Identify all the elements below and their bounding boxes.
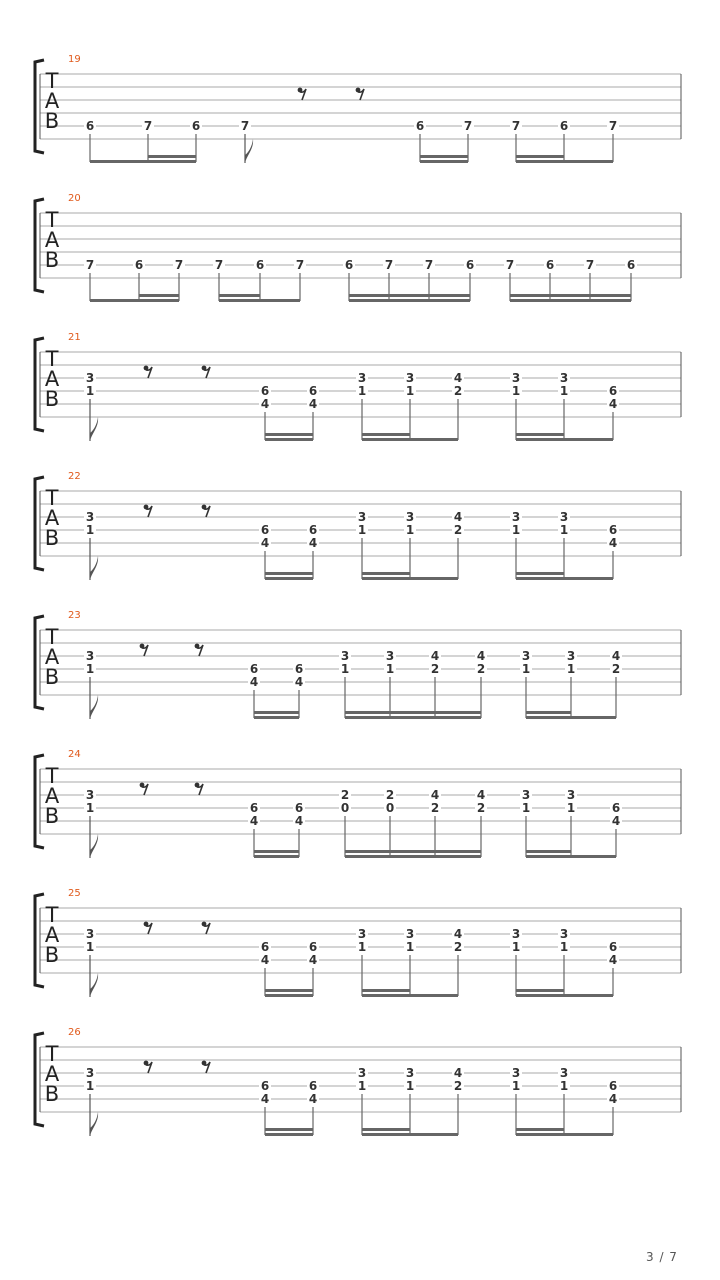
beam xyxy=(219,299,300,302)
beam xyxy=(516,1133,613,1136)
fret-number: 3 xyxy=(357,510,367,524)
fret-number: 7 xyxy=(505,258,515,272)
fret-number: 1 xyxy=(85,662,95,676)
beam xyxy=(516,438,613,441)
fret-number: 3 xyxy=(521,649,531,663)
tab-system-22 xyxy=(35,471,681,580)
fret-number: 1 xyxy=(521,801,531,815)
fret-number: 4 xyxy=(249,675,259,689)
eighth-rest xyxy=(195,644,203,656)
secondary-beam xyxy=(362,433,410,436)
secondary-beam xyxy=(510,294,631,297)
tab-clef-letter: B xyxy=(44,109,60,133)
secondary-beam xyxy=(254,850,299,853)
fret-number: 6 xyxy=(308,384,318,398)
fret-number: 6 xyxy=(344,258,354,272)
secondary-beam xyxy=(526,711,571,714)
eighth-rest xyxy=(202,505,210,517)
tab-clef-letter: A xyxy=(44,228,60,252)
fret-number: 1 xyxy=(85,1079,95,1093)
fret-number: 1 xyxy=(559,1079,569,1093)
fret-number: 6 xyxy=(545,258,555,272)
eighth-rest xyxy=(202,922,210,934)
beam xyxy=(420,160,468,163)
fret-number: 6 xyxy=(134,258,144,272)
fret-number: 1 xyxy=(385,662,395,676)
fret-number: 0 xyxy=(385,801,395,815)
fret-number: 0 xyxy=(340,801,350,815)
fret-number: 4 xyxy=(453,927,463,941)
secondary-beam xyxy=(516,155,564,158)
eighth-rest xyxy=(144,366,152,378)
beam xyxy=(265,1133,313,1136)
fret-number: 3 xyxy=(85,788,95,802)
fret-number: 4 xyxy=(308,953,318,967)
tab-clef-letter: A xyxy=(44,1062,60,1086)
secondary-beam xyxy=(265,572,313,575)
fret-number: 4 xyxy=(308,536,318,550)
fret-number: 6 xyxy=(608,523,618,537)
beam xyxy=(265,577,313,580)
fret-number: 1 xyxy=(511,1079,521,1093)
fret-number: 1 xyxy=(357,523,367,537)
fret-number: 6 xyxy=(608,940,618,954)
fret-number: 6 xyxy=(608,1079,618,1093)
beam xyxy=(265,994,313,997)
secondary-beam xyxy=(362,989,410,992)
beam xyxy=(516,577,613,580)
fret-number: 4 xyxy=(476,788,486,802)
secondary-beam xyxy=(362,572,410,575)
fret-number: 6 xyxy=(308,940,318,954)
fret-number: 3 xyxy=(511,510,521,524)
note-flag xyxy=(245,134,253,163)
fret-number: 3 xyxy=(85,371,95,385)
secondary-beam xyxy=(516,433,564,436)
secondary-beam xyxy=(345,850,481,853)
fret-number: 3 xyxy=(85,510,95,524)
fret-number: 1 xyxy=(511,384,521,398)
note-flag xyxy=(90,1094,98,1136)
tab-clef-letter: A xyxy=(44,784,60,808)
secondary-beam xyxy=(139,294,179,297)
measure-number: 19 xyxy=(68,54,81,65)
fret-number: 7 xyxy=(143,119,153,133)
fret-number: 2 xyxy=(385,788,395,802)
tab-system-19 xyxy=(35,54,681,163)
fret-number: 1 xyxy=(85,384,95,398)
fret-number: 3 xyxy=(340,649,350,663)
fret-number: 7 xyxy=(85,258,95,272)
fret-number: 1 xyxy=(85,940,95,954)
fret-number: 4 xyxy=(430,649,440,663)
fret-number: 4 xyxy=(430,788,440,802)
beam xyxy=(345,716,481,719)
fret-number: 6 xyxy=(465,258,475,272)
fret-number: 3 xyxy=(357,927,367,941)
fret-number: 6 xyxy=(559,119,569,133)
eighth-rest xyxy=(195,783,203,795)
fret-number: 6 xyxy=(626,258,636,272)
secondary-beam xyxy=(420,155,468,158)
tab-clef-letter: T xyxy=(45,1042,59,1066)
fret-number: 6 xyxy=(294,801,304,815)
fret-number: 3 xyxy=(511,1066,521,1080)
fret-number: 2 xyxy=(340,788,350,802)
fret-number: 4 xyxy=(453,510,463,524)
fret-number: 6 xyxy=(191,119,201,133)
fret-number: 6 xyxy=(611,801,621,815)
tab-clef-letter: T xyxy=(45,625,59,649)
measure-number: 25 xyxy=(68,888,81,899)
tab-clef-letter: A xyxy=(44,923,60,947)
fret-number: 1 xyxy=(405,384,415,398)
secondary-beam xyxy=(526,850,571,853)
tab-clef-letter: T xyxy=(45,347,59,371)
fret-number: 6 xyxy=(608,384,618,398)
beam xyxy=(362,577,458,580)
fret-number: 2 xyxy=(453,384,463,398)
beam xyxy=(90,160,196,163)
fret-number: 7 xyxy=(511,119,521,133)
measure-number: 24 xyxy=(68,749,81,760)
fret-number: 4 xyxy=(294,814,304,828)
eighth-rest xyxy=(298,88,306,100)
secondary-beam xyxy=(148,155,196,158)
eighth-rest xyxy=(144,505,152,517)
fret-number: 4 xyxy=(453,1066,463,1080)
fret-number: 4 xyxy=(260,536,270,550)
tab-clef-letter: B xyxy=(44,804,60,828)
fret-number: 4 xyxy=(260,953,270,967)
secondary-beam xyxy=(265,1128,313,1131)
fret-number: 4 xyxy=(308,397,318,411)
tab-clef-letter: A xyxy=(44,645,60,669)
tab-clef-letter: B xyxy=(44,665,60,689)
fret-number: 3 xyxy=(559,1066,569,1080)
fret-number: 2 xyxy=(611,662,621,676)
note-flag xyxy=(90,816,98,858)
measure-number: 21 xyxy=(68,332,81,343)
eighth-rest xyxy=(140,644,148,656)
fret-number: 3 xyxy=(405,510,415,524)
eighth-rest xyxy=(144,1061,152,1073)
fret-number: 3 xyxy=(385,649,395,663)
fret-number: 2 xyxy=(453,940,463,954)
secondary-beam xyxy=(362,1128,410,1131)
fret-number: 1 xyxy=(357,1079,367,1093)
fret-number: 4 xyxy=(608,953,618,967)
fret-number: 3 xyxy=(559,371,569,385)
fret-number: 2 xyxy=(476,662,486,676)
fret-number: 4 xyxy=(294,675,304,689)
tab-system-21 xyxy=(35,332,681,441)
fret-number: 1 xyxy=(511,940,521,954)
beam xyxy=(349,299,470,302)
fret-number: 1 xyxy=(566,801,576,815)
tab-clef-letter: T xyxy=(45,903,59,927)
fret-number: 4 xyxy=(260,397,270,411)
eighth-rest xyxy=(202,366,210,378)
fret-number: 3 xyxy=(357,1066,367,1080)
tab-clef-letter: A xyxy=(44,89,60,113)
beam xyxy=(510,299,631,302)
fret-number: 3 xyxy=(566,649,576,663)
fret-number: 3 xyxy=(511,927,521,941)
fret-number: 2 xyxy=(476,801,486,815)
tab-system-24 xyxy=(35,749,681,858)
fret-number: 4 xyxy=(453,371,463,385)
fret-number: 6 xyxy=(260,384,270,398)
fret-number: 2 xyxy=(453,1079,463,1093)
eighth-rest xyxy=(144,922,152,934)
measure-number: 26 xyxy=(68,1027,81,1038)
fret-number: 7 xyxy=(174,258,184,272)
fret-number: 6 xyxy=(308,1079,318,1093)
fret-number: 4 xyxy=(611,649,621,663)
fret-number: 1 xyxy=(85,523,95,537)
fret-number: 7 xyxy=(295,258,305,272)
fret-number: 1 xyxy=(405,1079,415,1093)
fret-number: 4 xyxy=(611,814,621,828)
measure-number: 20 xyxy=(68,193,81,204)
fret-number: 3 xyxy=(521,788,531,802)
fret-number: 3 xyxy=(405,371,415,385)
fret-number: 3 xyxy=(405,1066,415,1080)
fret-number: 4 xyxy=(608,536,618,550)
fret-number: 7 xyxy=(585,258,595,272)
fret-number: 4 xyxy=(260,1092,270,1106)
fret-number: 1 xyxy=(405,523,415,537)
fret-number: 6 xyxy=(260,940,270,954)
tab-clef-letter: T xyxy=(45,486,59,510)
fret-number: 6 xyxy=(260,1079,270,1093)
tab-clef-letter: B xyxy=(44,248,60,272)
fret-number: 2 xyxy=(430,801,440,815)
beam xyxy=(362,994,458,997)
fret-number: 1 xyxy=(511,523,521,537)
fret-number: 6 xyxy=(249,662,259,676)
beam xyxy=(362,1133,458,1136)
beam xyxy=(345,855,481,858)
secondary-beam xyxy=(254,711,299,714)
tab-clef-letter: B xyxy=(44,387,60,411)
tab-system-20 xyxy=(35,193,681,302)
measure-number: 23 xyxy=(68,610,81,621)
fret-number: 4 xyxy=(308,1092,318,1106)
fret-number: 3 xyxy=(511,371,521,385)
fret-number: 4 xyxy=(476,649,486,663)
fret-number: 3 xyxy=(357,371,367,385)
fret-number: 7 xyxy=(214,258,224,272)
tab-clef-letter: B xyxy=(44,943,60,967)
fret-number: 1 xyxy=(405,940,415,954)
beam xyxy=(362,438,458,441)
fret-number: 2 xyxy=(453,523,463,537)
fret-number: 1 xyxy=(357,384,367,398)
eighth-rest xyxy=(140,783,148,795)
tab-clef-letter: A xyxy=(44,506,60,530)
fret-number: 6 xyxy=(85,119,95,133)
beam xyxy=(254,716,299,719)
note-flag xyxy=(90,399,98,441)
fret-number: 7 xyxy=(463,119,473,133)
fret-number: 3 xyxy=(85,1066,95,1080)
fret-number: 1 xyxy=(559,523,569,537)
fret-number: 1 xyxy=(340,662,350,676)
fret-number: 2 xyxy=(430,662,440,676)
beam xyxy=(90,299,179,302)
fret-number: 7 xyxy=(608,119,618,133)
fret-number: 3 xyxy=(85,649,95,663)
secondary-beam xyxy=(516,1128,564,1131)
fret-number: 4 xyxy=(608,1092,618,1106)
fret-number: 1 xyxy=(559,384,569,398)
fret-number: 4 xyxy=(608,397,618,411)
tab-clef-letter: B xyxy=(44,1082,60,1106)
fret-number: 1 xyxy=(521,662,531,676)
fret-number: 1 xyxy=(559,940,569,954)
note-flag xyxy=(90,538,98,580)
secondary-beam xyxy=(516,572,564,575)
beam xyxy=(526,716,616,719)
beam xyxy=(265,438,313,441)
fret-number: 6 xyxy=(294,662,304,676)
fret-number: 3 xyxy=(405,927,415,941)
beam xyxy=(526,855,616,858)
fret-number: 6 xyxy=(415,119,425,133)
fret-number: 3 xyxy=(559,927,569,941)
fret-number: 3 xyxy=(85,927,95,941)
tab-clef-letter: T xyxy=(45,764,59,788)
fret-number: 3 xyxy=(566,788,576,802)
tab-system-26 xyxy=(35,1027,681,1136)
measure-number: 22 xyxy=(68,471,81,482)
beam xyxy=(254,855,299,858)
tab-clef-letter: T xyxy=(45,208,59,232)
tab-system-25 xyxy=(35,888,681,997)
tab-clef-letter: B xyxy=(44,526,60,550)
secondary-beam xyxy=(349,294,470,297)
eighth-rest xyxy=(202,1061,210,1073)
fret-number: 3 xyxy=(559,510,569,524)
fret-number: 6 xyxy=(260,523,270,537)
fret-number: 7 xyxy=(424,258,434,272)
fret-number: 4 xyxy=(249,814,259,828)
fret-number: 1 xyxy=(566,662,576,676)
secondary-beam xyxy=(265,433,313,436)
tab-clef-letter: A xyxy=(44,367,60,391)
fret-number: 6 xyxy=(308,523,318,537)
eighth-rest xyxy=(356,88,364,100)
page-number: 3 / 7 xyxy=(646,1250,678,1264)
tab-clef-letter: T xyxy=(45,69,59,93)
fret-number: 6 xyxy=(249,801,259,815)
fret-number: 7 xyxy=(240,119,250,133)
secondary-beam xyxy=(516,989,564,992)
note-flag xyxy=(90,677,98,719)
note-flag xyxy=(90,955,98,997)
fret-number: 6 xyxy=(255,258,265,272)
secondary-beam xyxy=(345,711,481,714)
beam xyxy=(516,994,613,997)
beam xyxy=(516,160,613,163)
fret-number: 7 xyxy=(384,258,394,272)
secondary-beam xyxy=(219,294,260,297)
fret-number: 1 xyxy=(85,801,95,815)
fret-number: 1 xyxy=(357,940,367,954)
secondary-beam xyxy=(265,989,313,992)
tab-system-23 xyxy=(35,610,681,719)
